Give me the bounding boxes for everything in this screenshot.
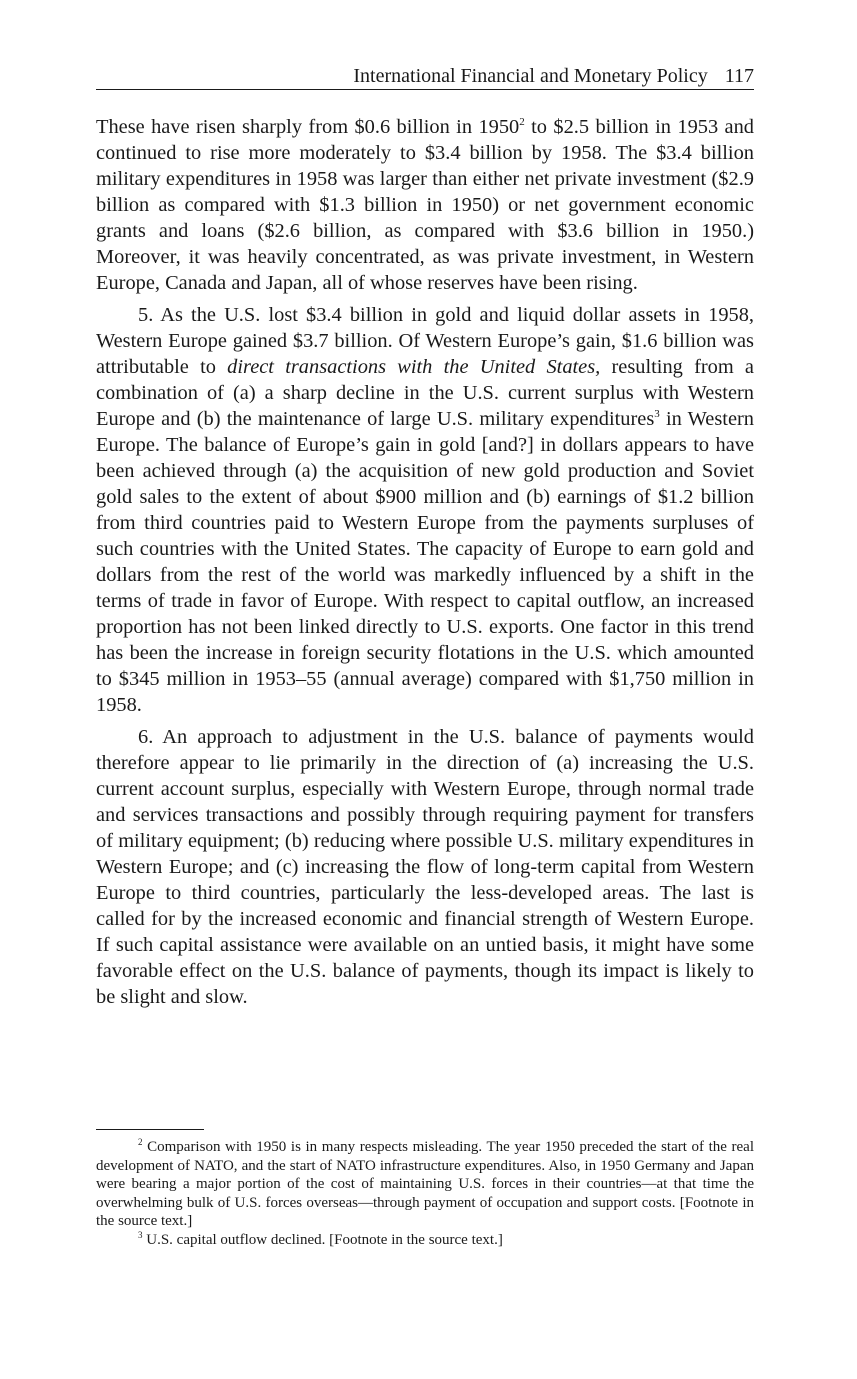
footnote-2 — [96, 1138, 754, 1231]
running-header — [96, 64, 754, 90]
page-number: 117 — [724, 65, 754, 87]
paragraph-text: These have risen sharply from $0.6 billion in 1950 — [96, 116, 520, 138]
footnote-text: U.S. capital outflow declined. [Footnote in the source text.] — [146, 1231, 503, 1248]
footnotes — [96, 1138, 754, 1250]
footnote-divider — [96, 1129, 204, 1130]
paragraph-text: 5. As the U.S. lost $3.4 billion in gold and liquid dollar assets in 1958, Western Europe gained $3.7 billion. Of Western Europe’s gain, $1.6 billion was attributable to — [96, 304, 754, 378]
paragraph-5 — [96, 302, 754, 718]
running-title: International Financial and Monetary Policy — [353, 65, 708, 87]
main-text — [96, 114, 754, 1016]
footnote-ref-2: 2 — [519, 116, 525, 128]
footnote-ref-3: 3 — [654, 408, 660, 420]
paragraph-text: in Western Europe. The balance of Europe’s gain in gold [and?] in dollars appears to have been achieved through (a) the acquisition of new gold production and Soviet gold sales to the extent of about $900 million and (b) earnings of $1.2 billion from third countries paid to Western Europe from the payments surpluses of such countries with the United States. The capacity of Europe to earn gold and dollars from the rest of the world was markedly influenced by a shift in the terms of trade in favor of Europe. With respect to capital outflow, an increased proportion has not been linked directly to U.S. exports. One factor in this trend has been the increase in foreign security flotations in the U.S. which amounted to $345 million in 1953–55 (annual average) compared with $1,750 million in 1958. — [96, 408, 754, 716]
paragraph-text: resulting from a combination of (a) a sharp decline in the U.S. current surplus with Western Europe and (b) the maintenance of large U.S. military expenditures — [96, 356, 754, 430]
paragraph-text: to $2.5 billion in 1953 and continued to rise more moderately to $3.4 billion by 1958. The $3.4 billion military expenditures in 1958 was larger than either net private investment ($2.9 billion as compared with $1.3 billion in 1950) or net government economic grants and loans ($2.6 billion, as compared with $3.6 billion in 1950.) Moreover, it was heavily concentrated, as was private investment, in Western Europe, Canada and Japan, all of whose reserves have been rising. — [96, 116, 754, 294]
footnote-mark: 3 — [138, 1229, 143, 1240]
footnote-mark: 2 — [138, 1137, 143, 1147]
emphasis-text: direct transactions with the United States, — [227, 356, 601, 378]
paragraph-6: 6. An approach to adjustment in the U.S. balance of payments would therefore appear to lie primarily in the direction of (a) increasing the U.S. current account surplus, especially with Western Europe, through normal trade and services transactions and possibly through requiring payment for transfers of military equipment; (b) reducing where possible U.S. military expenditures in Western Europe; and (c) increasing the flow of long-term capital from Western Europe to third countries, particularly the less-developed areas. The last is called for by the increased economic and financial strength of Western Europe. If such capital assistance were available on an untied basis, it might have some favorable effect on the U.S. balance of payments, though its impact is likely to be slight and slow. — [96, 726, 754, 1008]
paragraph-continued — [96, 114, 754, 296]
footnote-3 — [96, 1231, 754, 1250]
footnote-text: Comparison with 1950 is in many respects misleading. The year 1950 preceded the start of the real development of NATO, and the start of NATO infrastructure expenditures. Also, in 1950 Germany and Japan were bearing a major portion of the cost of maintaining U.S. forces in their countries—at that time the overwhelming bulk of U.S. forces overseas—through payment of occupation and support costs. [Footnote in the source text.] — [96, 1139, 754, 1230]
